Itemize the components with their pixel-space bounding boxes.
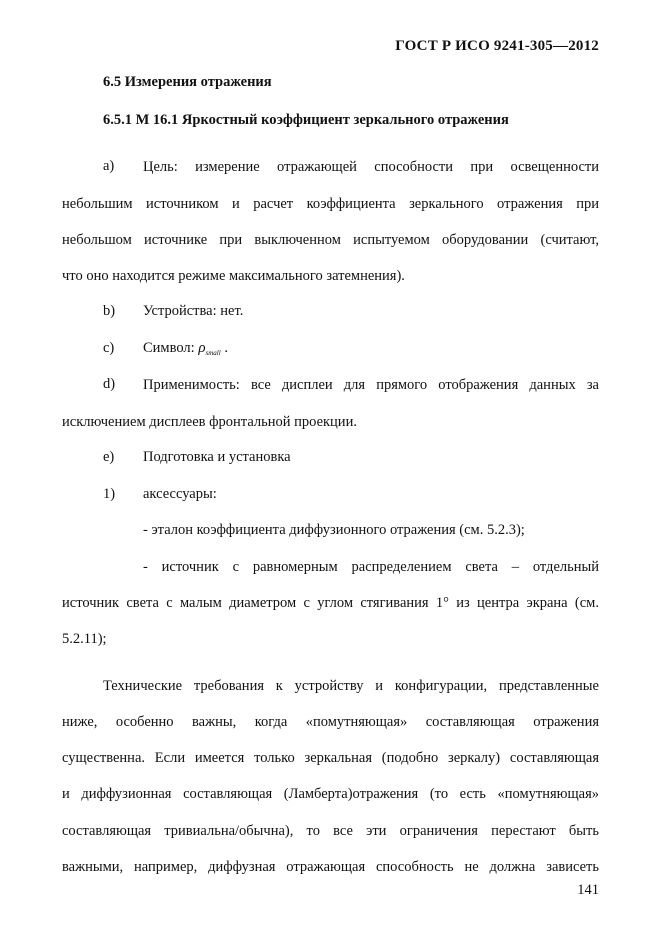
- item-b-text: Устройства: нет.: [143, 303, 244, 319]
- item-e1-marker: 1): [103, 486, 116, 502]
- bullet-1: - эталон коэффициента диффузионного отражения (см. 5.2.3);: [143, 522, 525, 538]
- section-title: 6.5 Измерения отражения: [103, 74, 272, 90]
- paragraph-line-2: ниже, особенно важны, когда «помутняющая» составляющая отражения: [62, 714, 599, 730]
- item-c-text: [143, 340, 228, 357]
- section-subtitle: 6.5.1 М 16.1 Яркостный коэффициент зеркального отражения: [103, 112, 509, 128]
- item-d-marker: d): [103, 376, 116, 392]
- symbol-end: .: [224, 340, 228, 356]
- item-d-line-1: Применимость: все дисплеи для прямого отображения данных за: [143, 377, 599, 393]
- bullet-2-line-1: - источник с равномерным распределением света – отдельный: [143, 559, 599, 575]
- paragraph-line-5: составляющая тривиальна/обычна), то все эти ограничения перестают быть: [62, 823, 599, 839]
- rho-symbol: ρ: [198, 340, 206, 356]
- item-a-line-4: что оно находится режиме максимального затемнения).: [62, 268, 405, 284]
- item-a-line-3: небольшом источнике при выключенном испытуемом оборудовании (считают,: [62, 232, 599, 248]
- rho-subscript: small: [205, 349, 221, 357]
- item-c-marker: c): [103, 340, 115, 356]
- bullet-2-line-2: источник света с малым диаметром с углом стягивания 1° из центра экрана (см.: [62, 595, 599, 611]
- item-a-marker: а): [103, 158, 115, 174]
- paragraph-line-3: существенна. Если имеется только зеркальная (подобно зеркалу) составляющая: [62, 750, 599, 766]
- item-e-marker: e): [103, 449, 115, 465]
- item-a-line-1: Цель: измерение отражающей способности при освещенности: [143, 159, 599, 175]
- symbol-label: Символ:: [143, 340, 195, 356]
- item-b-marker: b): [103, 303, 116, 319]
- item-d-line-2: исключением дисплеев фронтальной проекции.: [62, 414, 357, 430]
- item-e1-text: аксессуары:: [143, 486, 217, 502]
- item-a-line-2: небольшим источником и расчет коэффициента зеркального отражения при: [62, 196, 599, 212]
- page-number: 141: [577, 882, 599, 898]
- paragraph-line-1: Технические требования к устройству и конфигурации, представленные: [103, 678, 599, 694]
- paragraph-line-6: важными, например, диффузная отражающая способность не должна зависеть: [62, 859, 599, 875]
- bullet-2-line-3: 5.2.11);: [62, 631, 107, 647]
- item-e-text: Подготовка и установка: [143, 449, 291, 465]
- standard-header: ГОСТ Р ИСО 9241-305—2012: [395, 38, 599, 54]
- paragraph-line-4: и диффузионная составляющая (Ламберта)отражения (то есть «помутняющая»: [62, 786, 599, 802]
